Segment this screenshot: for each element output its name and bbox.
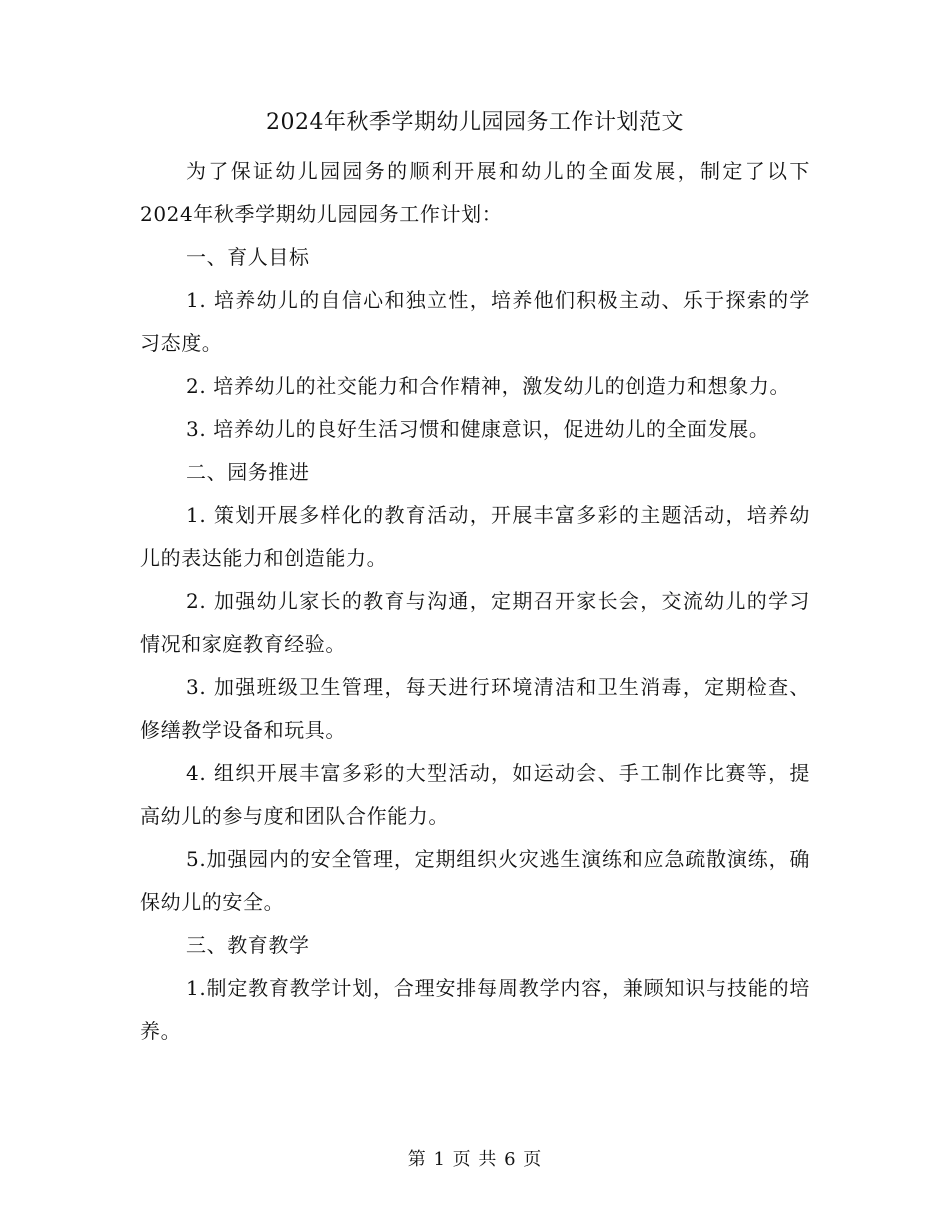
intro-paragraph: 为了保证幼儿园园务的顺利开展和幼儿的全面发展，制定了以下2024年秋季学期幼儿园园务工作计划： <box>140 159 810 226</box>
document-body <box>140 150 810 1053</box>
paragraph: 3. 培养幼儿的良好生活习惯和健康意识，促进幼儿的全面发展。 <box>186 417 770 441</box>
section-heading-2: 二、园务推进 <box>186 460 310 484</box>
paragraph: 4. 组织开展丰富多彩的大型活动，如运动会、手工制作比赛等，提高幼儿的参与度和团队合作能力。 <box>140 761 810 828</box>
paragraph: 2. 加强幼儿家长的教育与沟通，定期召开家长会，交流幼儿的学习情况和家庭教育经验。 <box>140 589 810 656</box>
paragraph: 5.加强园内的安全管理，定期组织火灾逃生演练和应急疏散演练，确保幼儿的安全。 <box>140 847 810 914</box>
document-title: 2024年秋季学期幼儿园园务工作计划范文 <box>266 110 684 135</box>
paragraph: 1. 培养幼儿的自信心和独立性，培养他们积极主动、乐于探索的学习态度。 <box>140 288 810 355</box>
paragraph: 2. 培养幼儿的社交能力和合作精神，激发幼儿的创造力和想象力。 <box>186 374 791 398</box>
page-footer: 第 1 页 共 6 页 <box>407 1149 543 1170</box>
section-heading-3: 三、教育教学 <box>186 933 310 957</box>
paragraph: 3. 加强班级卫生管理，每天进行环境清洁和卫生消毒，定期检查、修缮教学设备和玩具。 <box>140 675 810 742</box>
section-heading-1: 一、育人目标 <box>186 245 310 269</box>
paragraph: 1. 策划开展多样化的教育活动，开展丰富多彩的主题活动，培养幼儿的表达能力和创造能力。 <box>140 503 810 570</box>
paragraph: 1.制定教育教学计划，合理安排每周教学内容，兼顾知识与技能的培养。 <box>140 976 810 1043</box>
